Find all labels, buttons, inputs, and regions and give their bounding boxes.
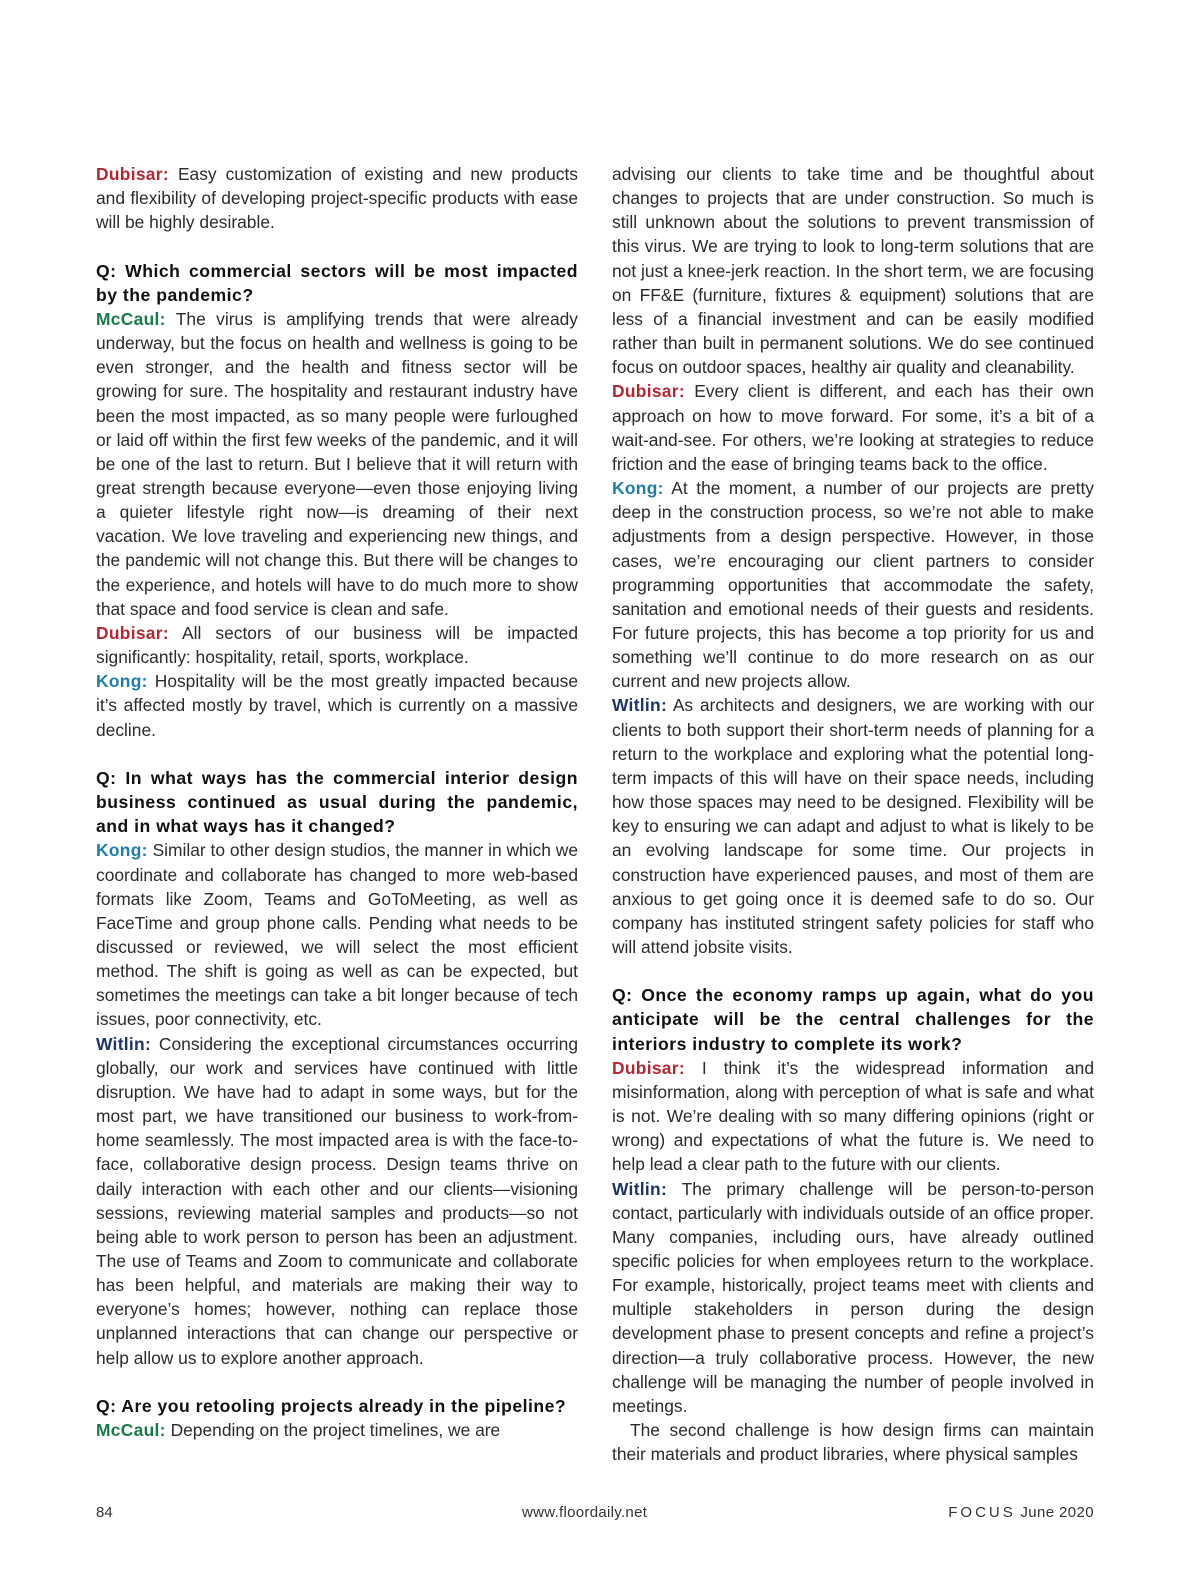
answer-paragraph bbox=[612, 1418, 1094, 1466]
answer-text: The primary challenge will be person-to-person contact, particularly with individuals outside of an office proper. Many companies, including ours, have already outlined specific policies for when employees return to the workplace. For example, historically, project teams meet with clients and multiple stakeholders in person during the design development phase to present concepts and refine a project’s direction—a truly collaborative process. However, the new challenge will be managing the number of people involved in meetings. bbox=[612, 1178, 1094, 1416]
speaker-kong: Kong: bbox=[96, 840, 148, 861]
question-heading: Q: Once the economy ramps up again, what do you anticipate will be the central challenges for the interiors industry to complete its work? bbox=[612, 985, 1094, 1054]
right-column bbox=[612, 162, 1094, 1466]
question-heading: Q: In what ways has the commercial interior design business continued as usual during the pandemic, and in what ways has it changed? bbox=[96, 767, 578, 837]
answer-text: All sectors of our business will be impacted significantly: hospitality, retail, sports, workplace. bbox=[96, 622, 578, 668]
answer-paragraph bbox=[96, 669, 578, 741]
answer-paragraph bbox=[96, 1032, 578, 1370]
issue-date: June 2020 bbox=[1020, 1504, 1094, 1521]
speaker-kong: Kong: bbox=[96, 671, 148, 692]
answer-text: Every client is different, and each has their own approach on how to move forward. For some, it’s a bit of a wait-and-see. For others, we’re looking at strategies to reduce friction and the ease of bringing teams back to the office. bbox=[612, 381, 1094, 474]
issue-label bbox=[948, 1504, 1094, 1521]
speaker-kong: Kong: bbox=[612, 478, 664, 499]
answer-paragraph bbox=[612, 476, 1094, 693]
answer-text: At the moment, a number of our projects are pretty deep in the construction process, so we’re not able to make adjustments from a design perspective. However, in those cases, we’re encouraging our client partners to consider programming opportunities that accommodate the safety, sanitation and emotional needs of their guests and residents. For future projects, this has become a top priority for us and something we’ll continue to do more research on as our current and new projects allow. bbox=[612, 478, 1094, 692]
answer-paragraph bbox=[612, 1177, 1094, 1419]
speaker-dubisar: Dubisar: bbox=[96, 622, 169, 643]
answer-text: I think it’s the widespread information and misinformation, along with perception of what is safe and what is not. We’re dealing with so many differing opinions (right or wrong) and expectations of what the future is. We need to help lead a clear path to the future with our clients. bbox=[612, 1057, 1094, 1175]
speaker-dubisar: Dubisar: bbox=[612, 1057, 685, 1078]
answer-text: Easy customization of existing and new products and flexibility of developing project-specific products with ease will be highly desirable. bbox=[96, 164, 578, 233]
speaker-witlin: Witlin: bbox=[96, 1033, 152, 1054]
answer-text: Similar to other design studios, the manner in which we coordinate and collaborate has changed to more web-based formats like Zoom, Teams and GoToMeeting, as well as FaceTime and group phone calls. Pending what needs to be discussed or reviewed, we will select the most efficient method. The shift is going as well as can be expected, but sometimes the meetings can take a bit longer because of tech issues, poor connectivity, etc. bbox=[96, 840, 578, 1030]
answer-paragraph bbox=[96, 838, 578, 1031]
speaker-mccaul: McCaul: bbox=[96, 1420, 166, 1441]
answer-text: The virus is amplifying trends that were already underway, but the focus on health and wellness is going to be even stronger, and the health and fitness sector will be growing for sure. The hospitality and restaurant industry have been the most impacted, as so many people were furloughed or laid off within the first few weeks of the pandemic, and it will be one of the last to return. But I believe that it will return with great strength because everyone—even those enjoying living a quieter lifestyle right now—is dreaming of their next vacation. We love traveling and experiencing new things, and the pandemic will not change this. But there will be changes to the experience, and hotels will have to do much more to show that space and food service is clean and safe. bbox=[96, 308, 578, 619]
question-heading: Q: Which commercial sectors will be most impacted by the pandemic? bbox=[96, 260, 578, 305]
answer-text: The second challenge is how design firms can maintain their materials and product libraries, where physical samples bbox=[612, 1420, 1094, 1465]
page-number: 84 bbox=[96, 1504, 113, 1521]
website-link[interactable]: www.floordaily.net bbox=[522, 1504, 648, 1521]
speaker-witlin: Witlin: bbox=[612, 695, 668, 716]
answer-text: Hospitality will be the most greatly impacted because it’s affected mostly by travel, which is currently on a massive decline. bbox=[96, 671, 578, 740]
question-heading: Q: Are you retooling projects already in the pipeline? bbox=[96, 1395, 567, 1416]
answer-text: Depending on the project timelines, we are bbox=[165, 1420, 501, 1441]
answer-paragraph bbox=[96, 1418, 578, 1442]
speaker-mccaul: McCaul: bbox=[96, 308, 166, 329]
answer-paragraph bbox=[612, 1056, 1094, 1177]
publication-name: FOCUS bbox=[948, 1504, 1016, 1521]
answer-paragraph bbox=[96, 162, 578, 234]
answer-paragraph bbox=[612, 162, 1094, 379]
speaker-dubisar: Dubisar: bbox=[612, 381, 685, 402]
answer-paragraph bbox=[96, 307, 578, 621]
speaker-witlin: Witlin: bbox=[612, 1178, 668, 1199]
speaker-dubisar: Dubisar: bbox=[96, 164, 169, 184]
answer-text: As architects and designers, we are working with our clients to both support their short-term needs of planning for a return to the workplace and exploring what the potential long-term impacts of this will have on their space needs, including how those spaces may need to be designed. Flexibility will be key to ensuring we can adapt and adjust to what is likely to be an evolving landscape for some time. Our projects in construction have experienced pauses, and most of them are anxious to get going once it is deemed safe to do so. Our company has instituted stringent safety policies for staff who will attend jobsite visits. bbox=[612, 695, 1094, 957]
left-column bbox=[96, 162, 578, 1442]
answer-paragraph bbox=[612, 379, 1094, 476]
answer-paragraph bbox=[96, 621, 578, 669]
answer-paragraph bbox=[612, 693, 1094, 959]
answer-text: advising our clients to take time and be thoughtful about changes to projects that are under construction. So much is still unknown about the solutions to prevent transmission of this virus. We are trying to look to long-term solutions that are not just a knee-jerk reaction. In the short term, we are focusing on FF&E (furniture, fixtures & equipment) solutions that are less of a financial investment and can be easily modified rather than built in permanent solutions. We do see continued focus on outdoor spaces, healthy air quality and cleanability. bbox=[612, 164, 1094, 378]
answer-text: Considering the exceptional circumstances occurring globally, our work and services have continued with little disruption. We have had to adapt in some ways, but for the most part, we have transitioned our business to work-from-home seamlessly. The most impacted area is with the face-to-face, collaborative design process. Design teams thrive on daily interaction with each other and our clients—visioning sessions, reviewing material samples and products—so not being able to work person to person has been an adjustment. The use of Teams and Zoom to communicate and collaborate has been helpful, and materials are making their way to everyone’s homes; however, nothing can replace those unplanned interactions that can change our perspective or help allow us to explore another approach. bbox=[96, 1033, 578, 1368]
